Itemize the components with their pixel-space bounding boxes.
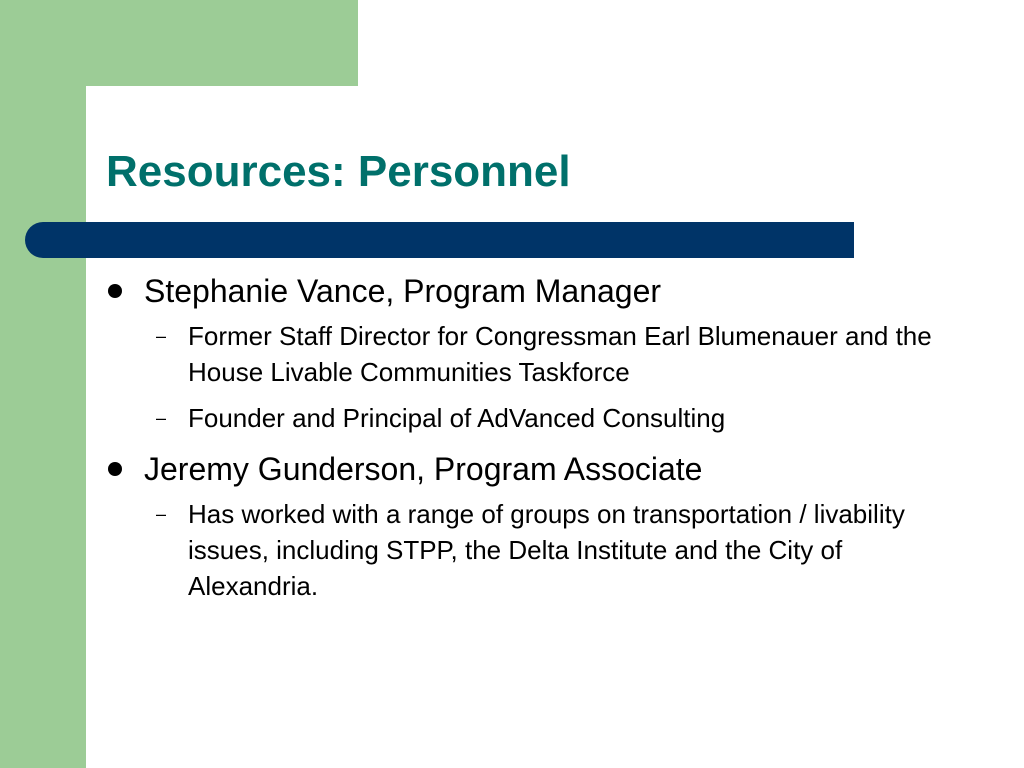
sub-bullet-text: Former Staff Director for Congressman Earl Blumenauer and the House Livable Communities Taskforce <box>188 321 932 387</box>
slide-body <box>106 268 966 604</box>
slide-title: Resources: Personnel <box>106 147 571 196</box>
dash-icon: – <box>156 408 167 428</box>
title-underline-bar <box>25 222 854 258</box>
bullet-text: Jeremy Gunderson, Program Associate <box>144 451 703 487</box>
bullet-dot-icon <box>108 284 122 298</box>
sub-bullet-item <box>106 400 966 436</box>
dash-icon: – <box>156 504 167 524</box>
bullet-dot-icon <box>108 462 122 476</box>
green-sidebar-decoration <box>0 0 86 768</box>
sub-bullet-item <box>106 496 966 604</box>
sub-bullet-text: Founder and Principal of AdVanced Consulting <box>188 403 726 433</box>
sub-bullet-item <box>106 318 966 390</box>
sub-bullet-text: Has worked with a range of groups on transportation / livability issues, including STPP, the Delta Institute and the City of Alexandria. <box>188 499 905 601</box>
bullet-item <box>106 446 966 492</box>
dash-icon: – <box>156 326 167 346</box>
green-top-decoration <box>0 0 358 86</box>
bullet-item <box>106 268 966 314</box>
bullet-text: Stephanie Vance, Program Manager <box>144 273 662 309</box>
